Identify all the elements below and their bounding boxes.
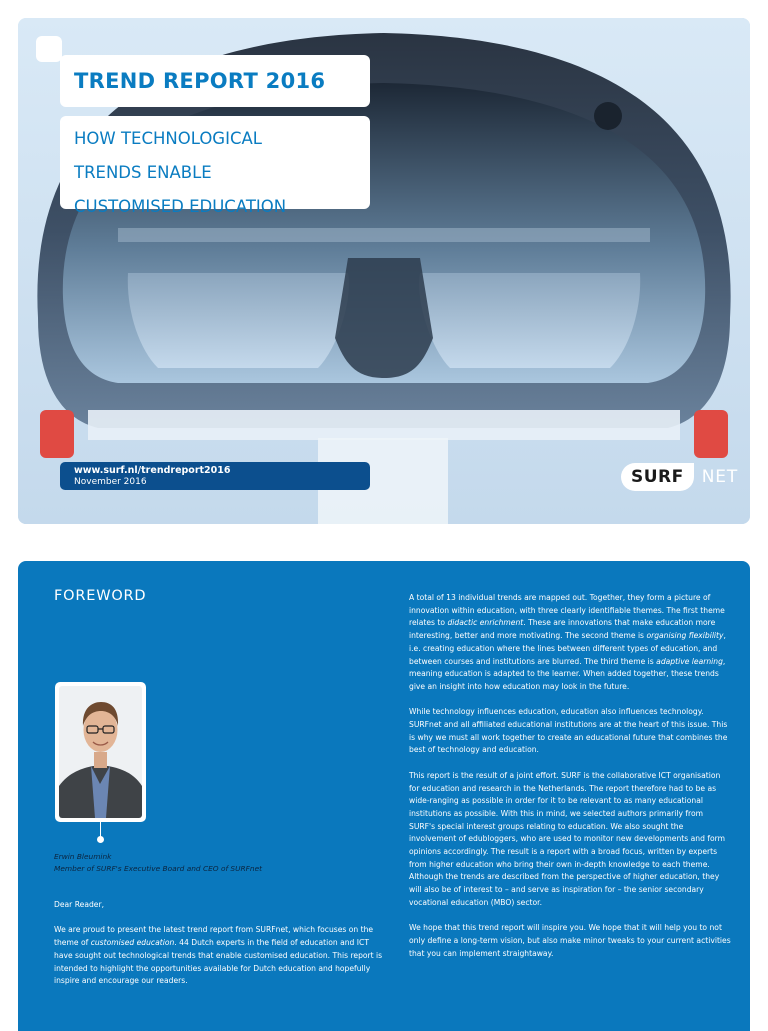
intro-paragraph bbox=[54, 924, 384, 988]
report-url[interactable]: www.surf.nl/trendreport2016 bbox=[74, 465, 231, 476]
text-run: . 44 Dutch experts in the field of education and ICT have sought out technological trends that enable customised education. This report is intended to highlight the opportunities available for Dutch education and hopefully inspire and encourage our readers. bbox=[54, 938, 383, 986]
text-run: A total of 13 individual trends are mapped out. Together, they form a picture of innovation within education, with three clearly identifiable themes. The first theme relates to bbox=[409, 593, 725, 628]
salutation: Dear Reader, bbox=[54, 900, 104, 909]
text-run-italic: customised education bbox=[90, 938, 175, 948]
report-subtitle-box bbox=[60, 116, 370, 216]
subtitle-line: HOW TECHNOLOGICAL bbox=[74, 129, 262, 148]
paragraph-technology: While technology influences education, education also influences technology. SURFnet and all affiliated educational institutions are at the heart of this issue. This is why we must all work together to create an educational future that combines the best of technology and education. bbox=[409, 707, 728, 755]
author-photo bbox=[59, 686, 142, 818]
text-run-italic: didactic enrichment bbox=[447, 618, 524, 628]
foreword-section bbox=[18, 561, 750, 1031]
subtitle-line: CUSTOMISED EDUCATION bbox=[74, 197, 287, 216]
text-run: , i.e. creating education where the lines between different types of education, and between courses and institutions are blurred. The third theme is bbox=[409, 631, 726, 666]
corner-decoration bbox=[36, 36, 62, 62]
text-run-italic: organising flexibility bbox=[646, 631, 724, 641]
author-role: Member of SURF's Executive Board and CEO of SURFnet bbox=[54, 864, 263, 873]
paragraph-hope: We hope that this trend report will inspire you. We hope that it will help you to not only define a long-term vision, but also make minor tweaks to your current activities that you can implement straightaway. bbox=[409, 923, 731, 958]
logo-net: NET bbox=[701, 467, 739, 487]
foreword-left-column bbox=[54, 899, 384, 1001]
author-caption bbox=[54, 851, 262, 875]
paragraph-joint-effort: This report is the result of a joint effort. SURF is the collaborative ICT organisation for education and research in the Netherlands. The report therefore had to be as wide-ranging as possible in order for it to be relevant to as many educational institutions as possible. With this in mind, we selected authors primarily from SURF's special interest groups relating to education. We also sought the involvement of edubloggers, who are used to monitor new developments and form opinions accordingly. The result is a report with a broad focus, written by experts from higher education who bring their own in-depth knowledge to each theme. Although the trends are described from the perspective of higher education, they will also be of interest to – and serve as inspiration for – the senior secondary vocational education (MBO) sector. bbox=[409, 770, 726, 907]
author-name: Erwin Bleumink bbox=[54, 852, 112, 861]
logo-surf: SURF bbox=[621, 463, 694, 491]
text-run-italic: adaptive learning bbox=[656, 656, 723, 666]
photo-connector-dot bbox=[97, 836, 104, 843]
foreword-heading: FOREWORD bbox=[54, 588, 147, 604]
paragraph-trends bbox=[409, 592, 731, 694]
url-bar bbox=[60, 462, 370, 490]
report-title: TREND REPORT 2016 bbox=[74, 69, 326, 93]
text-run: We are proud to present the latest trend report from SURFnet, which focuses on the theme of bbox=[54, 925, 374, 948]
surfnet-logo bbox=[621, 460, 738, 494]
subtitle-line: TRENDS ENABLE bbox=[74, 163, 212, 182]
text-run: . These are innovations that make education more interesting, better and more motivating. The second theme is bbox=[409, 618, 716, 641]
report-title-box bbox=[60, 55, 370, 107]
report-date: November 2016 bbox=[74, 477, 147, 487]
report-cover bbox=[18, 18, 750, 524]
text-run: , meaning education is adapted to the learner. When added together, these trends give an insight into how education may look in the future. bbox=[409, 656, 726, 691]
author-photo-frame bbox=[55, 682, 146, 822]
foreword-right-column bbox=[409, 592, 731, 973]
